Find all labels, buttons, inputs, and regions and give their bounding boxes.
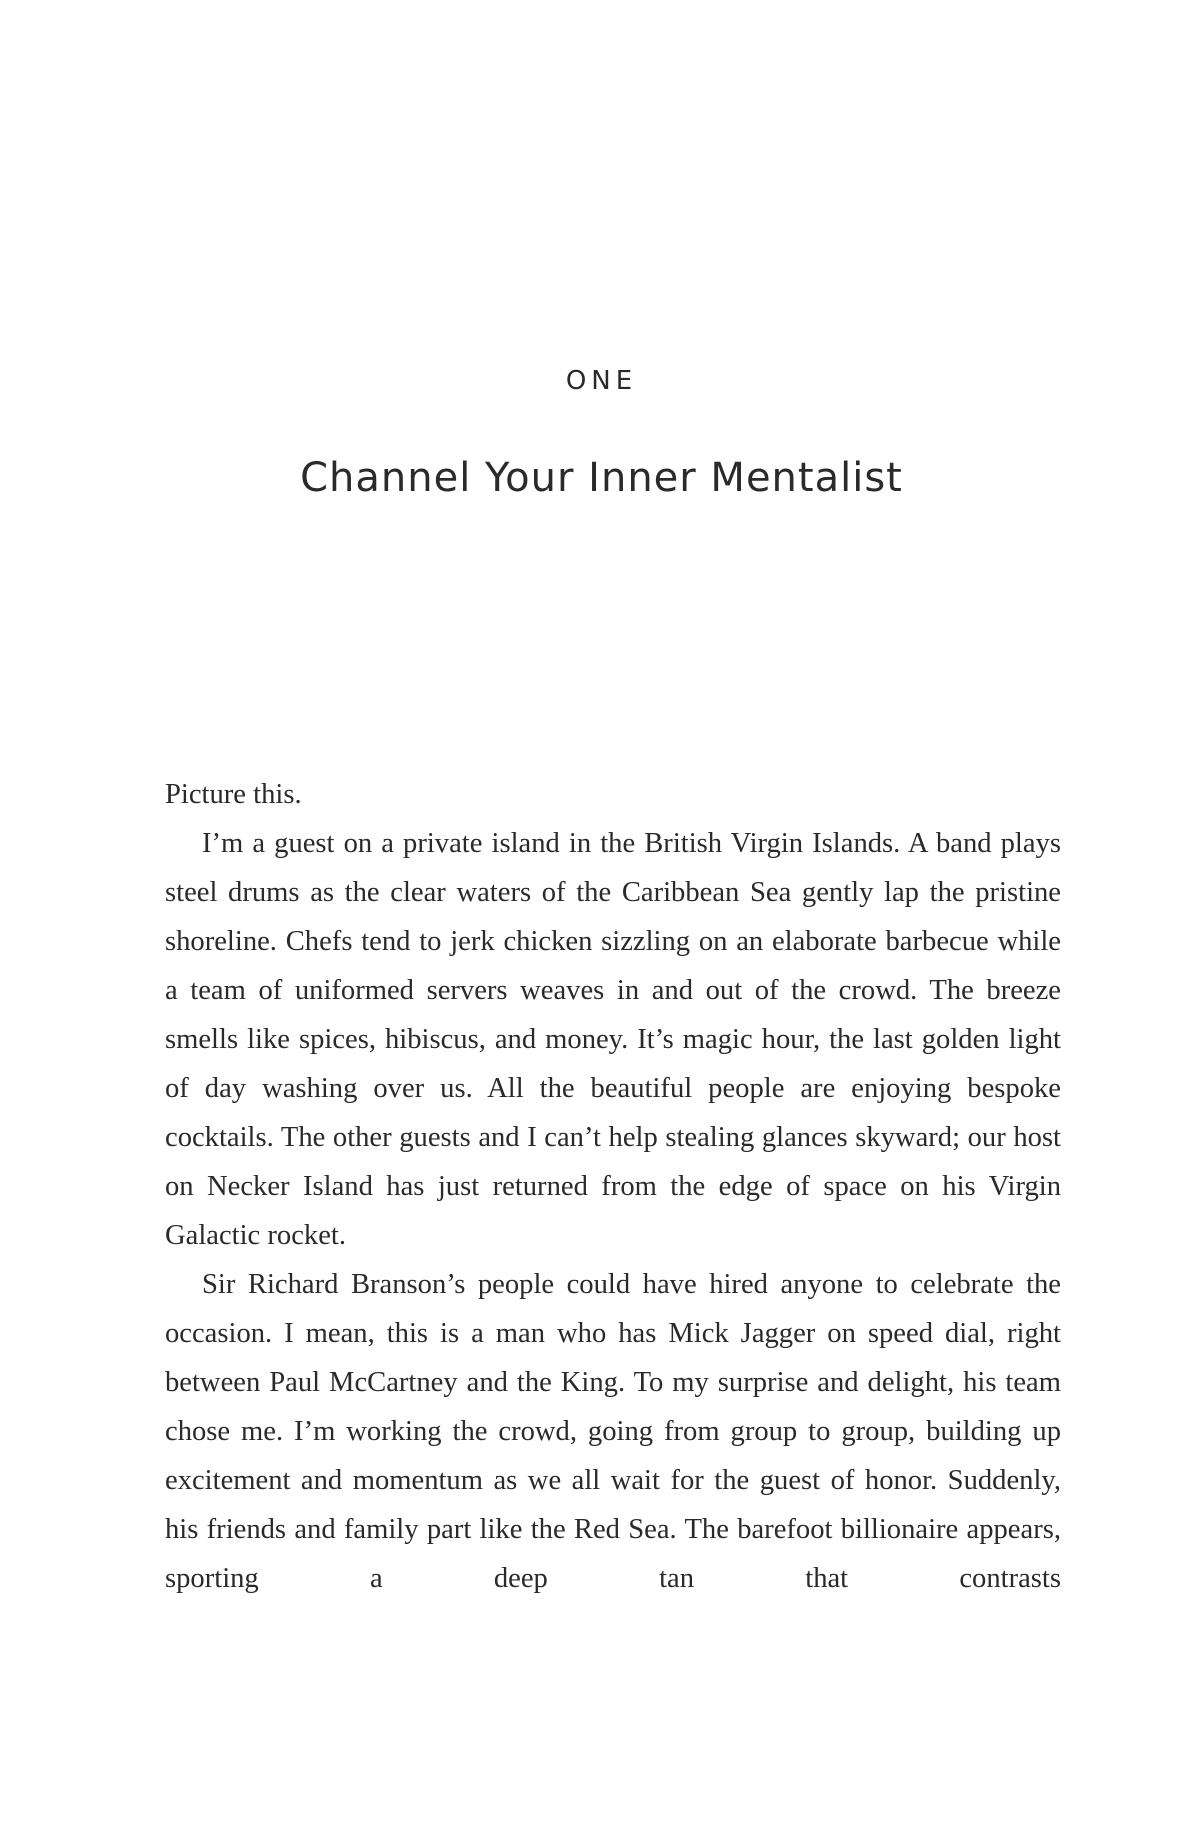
paragraph-2: I’m a guest on a private island in the British Virgin Islands. A band plays steel drums as the clear waters of the Caribbean Sea gently lap the pristine shoreline. Chefs tend to jerk chicken sizzling on an elaborate barbecue while a team of uniformed servers weaves in and out of the crowd. The breeze smells like spices, hibiscus, and money. It’s magic hour, the last golden light of day washing over us. All the beautiful people are enjoying bespoke cocktails. The other guests and I can’t help stealing glances skyward; our host on Necker Island has just returned from the edge of space on his Virgin Galactic rocket. xyxy=(165,828,1061,1251)
body-text xyxy=(165,770,1061,1603)
paragraph-1: Picture this. xyxy=(165,779,302,810)
chapter-title: Channel Your Inner Mentalist xyxy=(300,455,903,501)
chapter-number: ONE xyxy=(565,366,638,396)
paragraph-3: Sir Richard Branson’s people could have hired anyone to celebrate the occasion. I mean, this is a man who has Mick Jagger on speed dial, right between Paul McCartney and the King. To my surprise and delight, his team chose me. I’m working the crowd, going from group to group, building up excitement and momentum as we all wait for the guest of honor. Suddenly, his friends and family part like the Red Sea. The barefoot billionaire appears, sporting a deep tan that contrasts xyxy=(165,1269,1061,1594)
